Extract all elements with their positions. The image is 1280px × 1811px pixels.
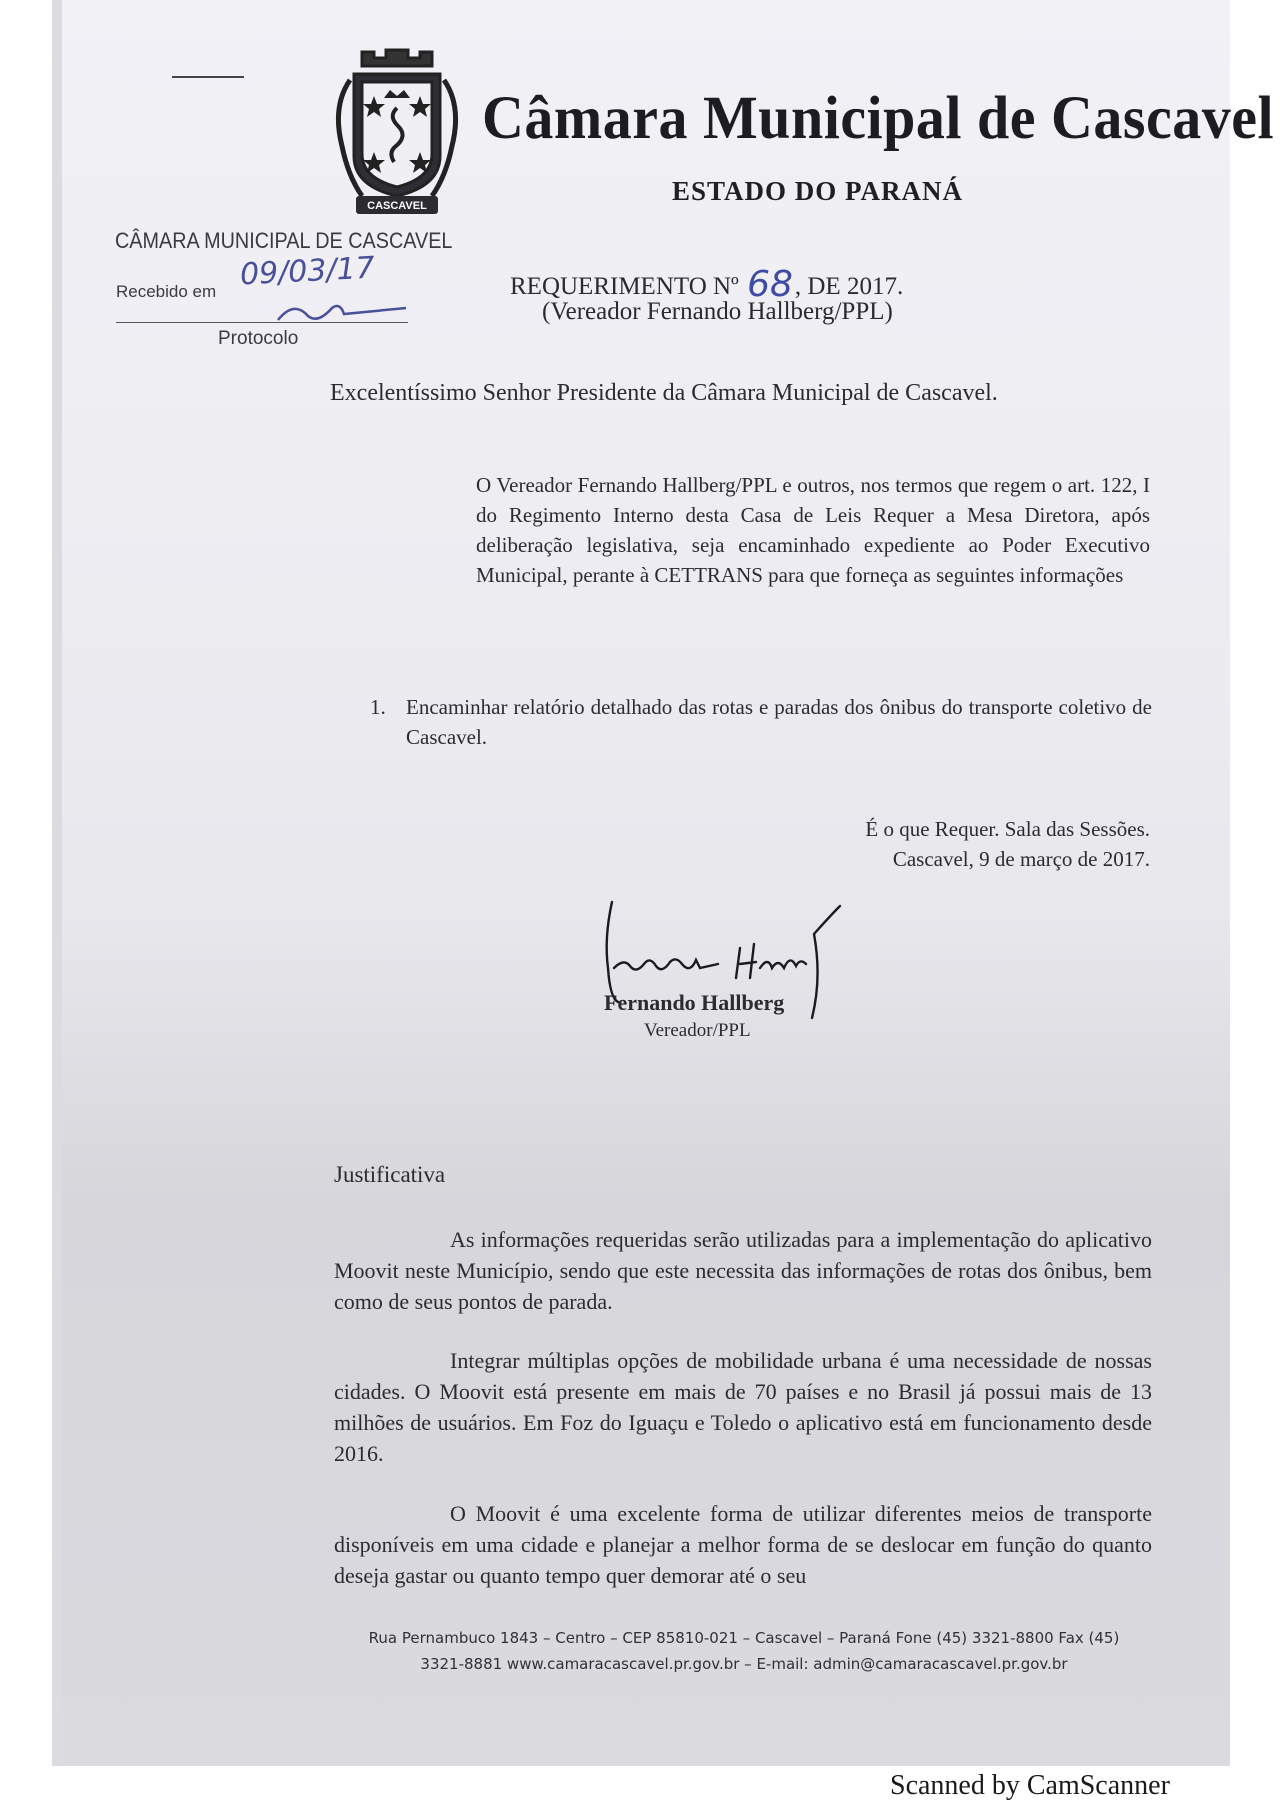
coat-label: CASCAVEL [367,200,427,212]
stamp-received-date: 09/03/17 [239,250,376,293]
salutation: Excelentíssimo Senhor Presidente da Câmara Municipal de Cascavel. [330,380,998,406]
scanner-watermark: Scanned by CamScanner [890,1770,1170,1801]
closing [752,814,1150,874]
requerimento-suffix: , DE 2017. [794,273,904,300]
state-subtitle: ESTADO DO PARANÁ [672,176,964,206]
requerimento-prefix: REQUERIMENTO Nº [510,273,746,300]
signer-name: Fernando Hallberg [604,990,785,1015]
signer-role: Vereador/PPL [644,1020,751,1041]
margin-dash [172,76,244,78]
stamp-title: CÂMARA MUNICIPAL DE CASCAVEL [115,228,453,253]
footer-line-1: Rua Pernambuco 1843 – Centro – CEP 85810-021 – Cascavel – Paraná Fone (45) 3321-8800 Fax (45) [368,1629,1120,1647]
stamp-received-label: Recebido em [116,282,217,301]
request-paragraph: O Vereador Fernando Hallberg/PPL e outros, nos termos que regem o art. 122, I do Regimento Interno desta Casa de Leis Requer a Mesa Diretora, após deliberação legislativa, seja encaminhado expediente ao Poder Executivo Municipal, perante à CETTRANS para que forneça as seguintes informações [476,473,1150,587]
stamp-protocol-label: Protocolo [218,328,299,349]
stamp-initials-icon [274,290,414,330]
list-item-number: 1. [370,695,386,719]
footer-line-2: 3321-8881 www.camaracascavel.pr.gov.br – E-mail: admin@camaracascavel.pr.gov.br [420,1655,1068,1673]
justification-title: Justificativa [334,1162,446,1187]
scanned-page [52,0,1275,1766]
stamp-divider [116,322,408,323]
footer-address [334,1625,1154,1677]
closing-line-1: É o que Requer. Sala das Sessões. [865,817,1150,841]
chamber-title: Câmara Municipal de Cascavel [482,83,1275,152]
justification-paragraph: Integrar múltiplas opções de mobilidade urbana é uma necessidade de nossas cidades. O Moovit está presente em mais de 70 países e no Brasil já possui mais de 13 milhões de usuários. Em Foz do Iguaçu e Toledo o aplicativo está em funcionamento desde 2016. [334,1348,1152,1466]
requerimento-heading [510,262,903,303]
justification-paragraph: O Moovit é uma excelente forma de utilizar diferentes meios de transporte disponíveis em uma cidade e planejar a melhor forma de se deslocar em função do quanto deseja gastar ou quanto tempo quer demorar até o seu [334,1501,1152,1588]
justification-paragraph: As informações requeridas serão utilizadas para a implementação do aplicativo Moovit neste Município, sendo que este necessita das informações de rotas dos ônibus, bem como de seus pontos de parada. [334,1227,1152,1314]
requerimento-author: (Vereador Fernando Hallberg/PPL) [542,298,893,325]
requerimento-number: 68 [747,264,793,305]
list-item-text: Encaminhar relatório detalhado das rotas e paradas dos ônibus do transporte coletivo de Cascavel. [406,695,1152,749]
coat-of-arms-icon [332,46,462,222]
closing-line-2: Cascavel, 9 de março de 2017. [892,847,1150,871]
